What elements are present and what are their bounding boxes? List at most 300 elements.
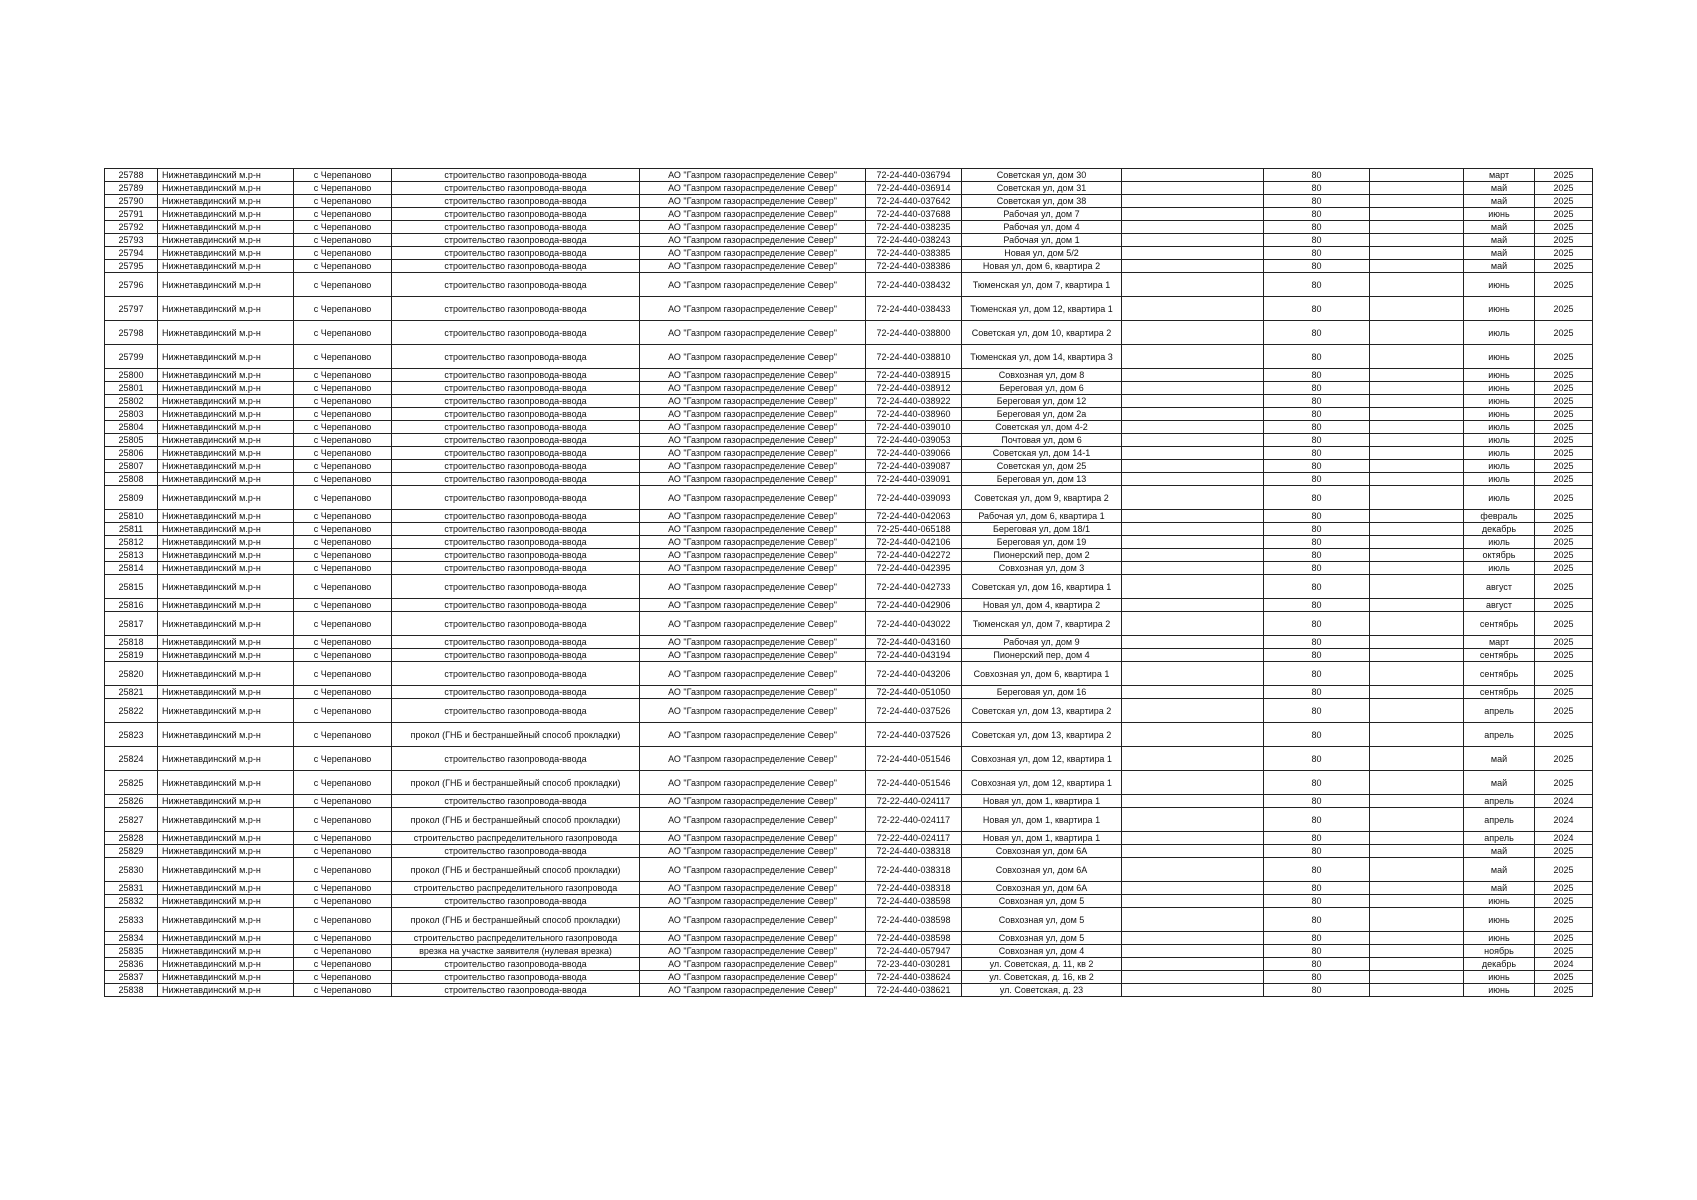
capacity-cell: 80 bbox=[1264, 575, 1370, 599]
empty-cell bbox=[1122, 260, 1264, 273]
organization-cell: АО "Газпром газораспределение Север" bbox=[640, 182, 866, 195]
organization-cell: АО "Газпром газораспределение Север" bbox=[640, 971, 866, 984]
district-cell: Нижнетавдинский м.р-н bbox=[158, 460, 294, 473]
work-type-cell: прокол (ГНБ и бестраншейный способ прокладки) bbox=[392, 908, 640, 932]
address-cell: Рабочая ул, дом 1 bbox=[962, 234, 1122, 247]
district-cell: Нижнетавдинский м.р-н bbox=[158, 247, 294, 260]
settlement-cell: с Черепаново bbox=[294, 434, 392, 447]
settlement-cell: с Черепаново bbox=[294, 832, 392, 845]
district-cell: Нижнетавдинский м.р-н bbox=[158, 747, 294, 771]
organization-cell: АО "Газпром газораспределение Север" bbox=[640, 699, 866, 723]
application-code-cell: 72-24-440-042063 bbox=[866, 510, 962, 523]
table-row bbox=[105, 169, 1593, 182]
capacity-cell: 80 bbox=[1264, 845, 1370, 858]
year-cell: 2025 bbox=[1535, 945, 1593, 958]
organization-cell: АО "Газпром газораспределение Север" bbox=[640, 434, 866, 447]
address-cell: Тюменская ул, дом 14, квартира 3 bbox=[962, 345, 1122, 369]
year-cell: 2025 bbox=[1535, 234, 1593, 247]
empty-cell bbox=[1370, 649, 1464, 662]
district-cell: Нижнетавдинский м.р-н bbox=[158, 169, 294, 182]
empty-cell bbox=[1122, 234, 1264, 247]
table-row bbox=[105, 575, 1593, 599]
empty-cell bbox=[1370, 945, 1464, 958]
empty-cell bbox=[1370, 808, 1464, 832]
application-code-cell: 72-24-440-042395 bbox=[866, 562, 962, 575]
settlement-cell: с Черепаново bbox=[294, 408, 392, 421]
organization-cell: АО "Газпром газораспределение Север" bbox=[640, 345, 866, 369]
organization-cell: АО "Газпром газораспределение Север" bbox=[640, 958, 866, 971]
year-cell: 2025 bbox=[1535, 395, 1593, 408]
capacity-cell: 80 bbox=[1264, 434, 1370, 447]
work-type-cell: строительство газопровода-ввода bbox=[392, 549, 640, 562]
district-cell: Нижнетавдинский м.р-н bbox=[158, 832, 294, 845]
district-cell: Нижнетавдинский м.р-н bbox=[158, 649, 294, 662]
work-type-cell: строительство газопровода-ввода bbox=[392, 612, 640, 636]
organization-cell: АО "Газпром газораспределение Север" bbox=[640, 536, 866, 549]
empty-cell bbox=[1370, 321, 1464, 345]
empty-cell bbox=[1370, 536, 1464, 549]
capacity-cell: 80 bbox=[1264, 510, 1370, 523]
organization-cell: АО "Газпром газораспределение Север" bbox=[640, 421, 866, 434]
organization-cell: АО "Газпром газораспределение Север" bbox=[640, 321, 866, 345]
capacity-cell: 80 bbox=[1264, 723, 1370, 747]
empty-cell bbox=[1370, 234, 1464, 247]
address-cell: Береговая ул, дом 13 bbox=[962, 473, 1122, 486]
district-cell: Нижнетавдинский м.р-н bbox=[158, 382, 294, 395]
empty-cell bbox=[1370, 686, 1464, 699]
year-cell: 2024 bbox=[1535, 958, 1593, 971]
work-type-cell: строительство газопровода-ввода bbox=[392, 662, 640, 686]
organization-cell: АО "Газпром газораспределение Север" bbox=[640, 882, 866, 895]
capacity-cell: 80 bbox=[1264, 473, 1370, 486]
empty-cell bbox=[1122, 382, 1264, 395]
organization-cell: АО "Газпром газораспределение Север" bbox=[640, 486, 866, 510]
empty-cell bbox=[1122, 421, 1264, 434]
empty-cell bbox=[1370, 932, 1464, 945]
work-type-cell: строительство газопровода-ввода bbox=[392, 536, 640, 549]
address-cell: Тюменская ул, дом 7, квартира 1 bbox=[962, 273, 1122, 297]
table-row bbox=[105, 686, 1593, 699]
settlement-cell: с Черепаново bbox=[294, 945, 392, 958]
address-cell: Береговая ул, дом 19 bbox=[962, 536, 1122, 549]
application-code-cell: 72-24-440-038318 bbox=[866, 858, 962, 882]
address-cell: Советская ул, дом 14-1 bbox=[962, 447, 1122, 460]
record-number-cell: 25794 bbox=[105, 247, 158, 260]
record-number-cell: 25798 bbox=[105, 321, 158, 345]
month-cell: август bbox=[1464, 575, 1535, 599]
capacity-cell: 80 bbox=[1264, 297, 1370, 321]
month-cell: июнь bbox=[1464, 895, 1535, 908]
empty-cell bbox=[1370, 447, 1464, 460]
capacity-cell: 80 bbox=[1264, 747, 1370, 771]
record-number-cell: 25816 bbox=[105, 599, 158, 612]
district-cell: Нижнетавдинский м.р-н bbox=[158, 345, 294, 369]
month-cell: май bbox=[1464, 858, 1535, 882]
work-type-cell: строительство газопровода-ввода bbox=[392, 984, 640, 997]
empty-cell bbox=[1122, 845, 1264, 858]
year-cell: 2025 bbox=[1535, 599, 1593, 612]
empty-cell bbox=[1370, 195, 1464, 208]
month-cell: сентябрь bbox=[1464, 612, 1535, 636]
empty-cell bbox=[1122, 297, 1264, 321]
settlement-cell: с Черепаново bbox=[294, 636, 392, 649]
application-code-cell: 72-24-440-038385 bbox=[866, 247, 962, 260]
capacity-cell: 80 bbox=[1264, 460, 1370, 473]
district-cell: Нижнетавдинский м.р-н bbox=[158, 510, 294, 523]
month-cell: апрель bbox=[1464, 699, 1535, 723]
table-row bbox=[105, 699, 1593, 723]
address-cell: Береговая ул, дом 18/1 bbox=[962, 523, 1122, 536]
address-cell: Совхозная ул, дом 3 bbox=[962, 562, 1122, 575]
empty-cell bbox=[1122, 858, 1264, 882]
district-cell: Нижнетавдинский м.р-н bbox=[158, 699, 294, 723]
capacity-cell: 80 bbox=[1264, 599, 1370, 612]
year-cell: 2025 bbox=[1535, 321, 1593, 345]
year-cell: 2025 bbox=[1535, 699, 1593, 723]
capacity-cell: 80 bbox=[1264, 662, 1370, 686]
capacity-cell: 80 bbox=[1264, 169, 1370, 182]
district-cell: Нижнетавдинский м.р-н bbox=[158, 369, 294, 382]
month-cell: май bbox=[1464, 260, 1535, 273]
settlement-cell: с Черепаново bbox=[294, 421, 392, 434]
application-code-cell: 72-24-440-039087 bbox=[866, 460, 962, 473]
record-number-cell: 25829 bbox=[105, 845, 158, 858]
capacity-cell: 80 bbox=[1264, 382, 1370, 395]
empty-cell bbox=[1122, 984, 1264, 997]
application-code-cell: 72-24-440-038598 bbox=[866, 932, 962, 945]
year-cell: 2025 bbox=[1535, 260, 1593, 273]
month-cell: июнь bbox=[1464, 908, 1535, 932]
empty-cell bbox=[1370, 473, 1464, 486]
work-type-cell: строительство газопровода-ввода bbox=[392, 434, 640, 447]
capacity-cell: 80 bbox=[1264, 945, 1370, 958]
capacity-cell: 80 bbox=[1264, 971, 1370, 984]
application-code-cell: 72-24-440-036794 bbox=[866, 169, 962, 182]
table-row bbox=[105, 599, 1593, 612]
work-type-cell: строительство газопровода-ввода bbox=[392, 408, 640, 421]
capacity-cell: 80 bbox=[1264, 984, 1370, 997]
record-number-cell: 25807 bbox=[105, 460, 158, 473]
empty-cell bbox=[1370, 421, 1464, 434]
settlement-cell: с Черепаново bbox=[294, 599, 392, 612]
record-number-cell: 25796 bbox=[105, 273, 158, 297]
table-row bbox=[105, 247, 1593, 260]
record-number-cell: 25812 bbox=[105, 536, 158, 549]
year-cell: 2025 bbox=[1535, 662, 1593, 686]
empty-cell bbox=[1122, 612, 1264, 636]
address-cell: Совхозная ул, дом 5 bbox=[962, 895, 1122, 908]
settlement-cell: с Черепаново bbox=[294, 858, 392, 882]
district-cell: Нижнетавдинский м.р-н bbox=[158, 575, 294, 599]
district-cell: Нижнетавдинский м.р-н bbox=[158, 549, 294, 562]
settlement-cell: с Черепаново bbox=[294, 523, 392, 536]
month-cell: июнь bbox=[1464, 208, 1535, 221]
application-code-cell: 72-24-440-038235 bbox=[866, 221, 962, 234]
month-cell: май bbox=[1464, 182, 1535, 195]
empty-cell bbox=[1122, 486, 1264, 510]
empty-cell bbox=[1370, 882, 1464, 895]
organization-cell: АО "Газпром газораспределение Север" bbox=[640, 636, 866, 649]
organization-cell: АО "Газпром газораспределение Север" bbox=[640, 510, 866, 523]
table-row bbox=[105, 447, 1593, 460]
address-cell: Совхозная ул, дом 5 bbox=[962, 932, 1122, 945]
record-number-cell: 25828 bbox=[105, 832, 158, 845]
empty-cell bbox=[1122, 247, 1264, 260]
application-code-cell: 72-24-440-043160 bbox=[866, 636, 962, 649]
record-number-cell: 25836 bbox=[105, 958, 158, 971]
capacity-cell: 80 bbox=[1264, 523, 1370, 536]
application-code-cell: 72-24-440-042733 bbox=[866, 575, 962, 599]
application-code-cell: 72-24-440-038243 bbox=[866, 234, 962, 247]
record-number-cell: 25826 bbox=[105, 795, 158, 808]
work-type-cell: прокол (ГНБ и бестраншейный способ прокладки) bbox=[392, 723, 640, 747]
year-cell: 2025 bbox=[1535, 510, 1593, 523]
empty-cell bbox=[1370, 771, 1464, 795]
capacity-cell: 80 bbox=[1264, 321, 1370, 345]
organization-cell: АО "Газпром газораспределение Север" bbox=[640, 723, 866, 747]
application-code-cell: 72-22-440-024117 bbox=[866, 832, 962, 845]
district-cell: Нижнетавдинский м.р-н bbox=[158, 858, 294, 882]
district-cell: Нижнетавдинский м.р-н bbox=[158, 895, 294, 908]
settlement-cell: с Черепаново bbox=[294, 932, 392, 945]
organization-cell: АО "Газпром газораспределение Север" bbox=[640, 208, 866, 221]
settlement-cell: с Черепаново bbox=[294, 221, 392, 234]
capacity-cell: 80 bbox=[1264, 858, 1370, 882]
application-code-cell: 72-24-440-039093 bbox=[866, 486, 962, 510]
organization-cell: АО "Газпром газораспределение Север" bbox=[640, 662, 866, 686]
table-row bbox=[105, 473, 1593, 486]
address-cell: Новая ул, дом 1, квартира 1 bbox=[962, 808, 1122, 832]
year-cell: 2025 bbox=[1535, 486, 1593, 510]
year-cell: 2025 bbox=[1535, 858, 1593, 882]
address-cell: Советская ул, дом 31 bbox=[962, 182, 1122, 195]
district-cell: Нижнетавдинский м.р-н bbox=[158, 536, 294, 549]
table-row bbox=[105, 221, 1593, 234]
address-cell: Новая ул, дом 4, квартира 2 bbox=[962, 599, 1122, 612]
address-cell: Береговая ул, дом 2а bbox=[962, 408, 1122, 421]
address-cell: Советская ул, дом 13, квартира 2 bbox=[962, 699, 1122, 723]
table-row bbox=[105, 984, 1593, 997]
record-number-cell: 25822 bbox=[105, 699, 158, 723]
district-cell: Нижнетавдинский м.р-н bbox=[158, 908, 294, 932]
year-cell: 2025 bbox=[1535, 649, 1593, 662]
record-number-cell: 25792 bbox=[105, 221, 158, 234]
application-code-cell: 72-24-440-037526 bbox=[866, 699, 962, 723]
address-cell: Новая ул, дом 5/2 bbox=[962, 247, 1122, 260]
settlement-cell: с Черепаново bbox=[294, 460, 392, 473]
record-number-cell: 25789 bbox=[105, 182, 158, 195]
work-type-cell: строительство газопровода-ввода bbox=[392, 599, 640, 612]
work-type-cell: строительство газопровода-ввода bbox=[392, 247, 640, 260]
table-row bbox=[105, 260, 1593, 273]
organization-cell: АО "Газпром газораспределение Север" bbox=[640, 297, 866, 321]
month-cell: июнь bbox=[1464, 984, 1535, 997]
work-type-cell: строительство газопровода-ввода bbox=[392, 958, 640, 971]
application-code-cell: 72-24-440-038810 bbox=[866, 345, 962, 369]
organization-cell: АО "Газпром газораспределение Север" bbox=[640, 908, 866, 932]
table-row bbox=[105, 460, 1593, 473]
month-cell: апрель bbox=[1464, 808, 1535, 832]
month-cell: июнь bbox=[1464, 395, 1535, 408]
record-number-cell: 25810 bbox=[105, 510, 158, 523]
year-cell: 2025 bbox=[1535, 369, 1593, 382]
record-number-cell: 25808 bbox=[105, 473, 158, 486]
organization-cell: АО "Газпром газораспределение Север" bbox=[640, 686, 866, 699]
year-cell: 2025 bbox=[1535, 421, 1593, 434]
capacity-cell: 80 bbox=[1264, 795, 1370, 808]
empty-cell bbox=[1122, 395, 1264, 408]
empty-cell bbox=[1370, 460, 1464, 473]
empty-cell bbox=[1370, 845, 1464, 858]
application-code-cell: 72-24-440-038800 bbox=[866, 321, 962, 345]
organization-cell: АО "Газпром газораспределение Север" bbox=[640, 562, 866, 575]
record-number-cell: 25800 bbox=[105, 369, 158, 382]
empty-cell bbox=[1370, 434, 1464, 447]
work-type-cell: прокол (ГНБ и бестраншейный способ прокладки) bbox=[392, 808, 640, 832]
table-row bbox=[105, 612, 1593, 636]
work-type-cell: прокол (ГНБ и бестраншейный способ прокладки) bbox=[392, 771, 640, 795]
year-cell: 2024 bbox=[1535, 795, 1593, 808]
district-cell: Нижнетавдинский м.р-н bbox=[158, 234, 294, 247]
empty-cell bbox=[1122, 795, 1264, 808]
table-row bbox=[105, 649, 1593, 662]
capacity-cell: 80 bbox=[1264, 649, 1370, 662]
settlement-cell: с Черепаново bbox=[294, 447, 392, 460]
capacity-cell: 80 bbox=[1264, 932, 1370, 945]
settlement-cell: с Черепаново bbox=[294, 169, 392, 182]
year-cell: 2025 bbox=[1535, 575, 1593, 599]
empty-cell bbox=[1122, 460, 1264, 473]
capacity-cell: 80 bbox=[1264, 447, 1370, 460]
empty-cell bbox=[1370, 510, 1464, 523]
table-row bbox=[105, 523, 1593, 536]
capacity-cell: 80 bbox=[1264, 808, 1370, 832]
capacity-cell: 80 bbox=[1264, 369, 1370, 382]
table-row bbox=[105, 932, 1593, 945]
record-number-cell: 25821 bbox=[105, 686, 158, 699]
district-cell: Нижнетавдинский м.р-н bbox=[158, 971, 294, 984]
capacity-cell: 80 bbox=[1264, 260, 1370, 273]
application-code-cell: 72-24-440-038598 bbox=[866, 895, 962, 908]
settlement-cell: с Черепаново bbox=[294, 247, 392, 260]
month-cell: декабрь bbox=[1464, 523, 1535, 536]
district-cell: Нижнетавдинский м.р-н bbox=[158, 523, 294, 536]
empty-cell bbox=[1370, 575, 1464, 599]
year-cell: 2025 bbox=[1535, 747, 1593, 771]
empty-cell bbox=[1122, 345, 1264, 369]
table-row bbox=[105, 510, 1593, 523]
settlement-cell: с Черепаново bbox=[294, 984, 392, 997]
month-cell: июль bbox=[1464, 460, 1535, 473]
district-cell: Нижнетавдинский м.р-н bbox=[158, 662, 294, 686]
table-row bbox=[105, 486, 1593, 510]
work-type-cell: строительство газопровода-ввода bbox=[392, 523, 640, 536]
work-type-cell: строительство газопровода-ввода bbox=[392, 447, 640, 460]
settlement-cell: с Черепаново bbox=[294, 662, 392, 686]
empty-cell bbox=[1370, 345, 1464, 369]
record-number-cell: 25806 bbox=[105, 447, 158, 460]
work-type-cell: строительство газопровода-ввода bbox=[392, 686, 640, 699]
table-row bbox=[105, 549, 1593, 562]
record-number-cell: 25837 bbox=[105, 971, 158, 984]
capacity-cell: 80 bbox=[1264, 562, 1370, 575]
empty-cell bbox=[1370, 247, 1464, 260]
month-cell: июнь bbox=[1464, 932, 1535, 945]
district-cell: Нижнетавдинский м.р-н bbox=[158, 321, 294, 345]
capacity-cell: 80 bbox=[1264, 636, 1370, 649]
settlement-cell: с Черепаново bbox=[294, 273, 392, 297]
address-cell: Новая ул, дом 6, квартира 2 bbox=[962, 260, 1122, 273]
address-cell: Пионерский пер, дом 2 bbox=[962, 549, 1122, 562]
application-code-cell: 72-24-440-042106 bbox=[866, 536, 962, 549]
district-cell: Нижнетавдинский м.р-н bbox=[158, 221, 294, 234]
year-cell: 2025 bbox=[1535, 460, 1593, 473]
settlement-cell: с Черепаново bbox=[294, 536, 392, 549]
address-cell: Совхозная ул, дом 6, квартира 1 bbox=[962, 662, 1122, 686]
district-cell: Нижнетавдинский м.р-н bbox=[158, 195, 294, 208]
address-cell: Советская ул, дом 13, квартира 2 bbox=[962, 723, 1122, 747]
work-type-cell: строительство газопровода-ввода bbox=[392, 382, 640, 395]
month-cell: июль bbox=[1464, 473, 1535, 486]
address-cell: Совхозная ул, дом 6А bbox=[962, 858, 1122, 882]
record-number-cell: 25797 bbox=[105, 297, 158, 321]
settlement-cell: с Черепаново bbox=[294, 771, 392, 795]
capacity-cell: 80 bbox=[1264, 234, 1370, 247]
address-cell: Пионерский пер, дом 4 bbox=[962, 649, 1122, 662]
record-number-cell: 25804 bbox=[105, 421, 158, 434]
organization-cell: АО "Газпром газораспределение Север" bbox=[640, 369, 866, 382]
district-cell: Нижнетавдинский м.р-н bbox=[158, 845, 294, 858]
year-cell: 2025 bbox=[1535, 345, 1593, 369]
table-body bbox=[105, 169, 1593, 997]
empty-cell bbox=[1370, 699, 1464, 723]
settlement-cell: с Черепаново bbox=[294, 908, 392, 932]
record-number-cell: 25817 bbox=[105, 612, 158, 636]
district-cell: Нижнетавдинский м.р-н bbox=[158, 473, 294, 486]
year-cell: 2025 bbox=[1535, 182, 1593, 195]
organization-cell: АО "Газпром газораспределение Север" bbox=[640, 575, 866, 599]
district-cell: Нижнетавдинский м.р-н bbox=[158, 421, 294, 434]
application-code-cell: 72-24-440-038598 bbox=[866, 908, 962, 932]
table-row bbox=[105, 858, 1593, 882]
district-cell: Нижнетавдинский м.р-н bbox=[158, 182, 294, 195]
table-row bbox=[105, 747, 1593, 771]
application-code-cell: 72-24-440-038432 bbox=[866, 273, 962, 297]
table-row bbox=[105, 958, 1593, 971]
record-number-cell: 25805 bbox=[105, 434, 158, 447]
empty-cell bbox=[1370, 908, 1464, 932]
record-number-cell: 25838 bbox=[105, 984, 158, 997]
district-cell: Нижнетавдинский м.р-н bbox=[158, 984, 294, 997]
table-row bbox=[105, 345, 1593, 369]
work-type-cell: строительство газопровода-ввода bbox=[392, 208, 640, 221]
empty-cell bbox=[1122, 523, 1264, 536]
address-cell: Береговая ул, дом 16 bbox=[962, 686, 1122, 699]
empty-cell bbox=[1122, 686, 1264, 699]
work-type-cell: строительство газопровода-ввода bbox=[392, 971, 640, 984]
organization-cell: АО "Газпром газораспределение Север" bbox=[640, 395, 866, 408]
record-number-cell: 25799 bbox=[105, 345, 158, 369]
month-cell: май bbox=[1464, 221, 1535, 234]
month-cell: август bbox=[1464, 599, 1535, 612]
empty-cell bbox=[1122, 662, 1264, 686]
empty-cell bbox=[1122, 636, 1264, 649]
empty-cell bbox=[1122, 369, 1264, 382]
month-cell: июль bbox=[1464, 321, 1535, 345]
work-type-cell: строительство газопровода-ввода bbox=[392, 895, 640, 908]
table-row bbox=[105, 971, 1593, 984]
table-row bbox=[105, 882, 1593, 895]
